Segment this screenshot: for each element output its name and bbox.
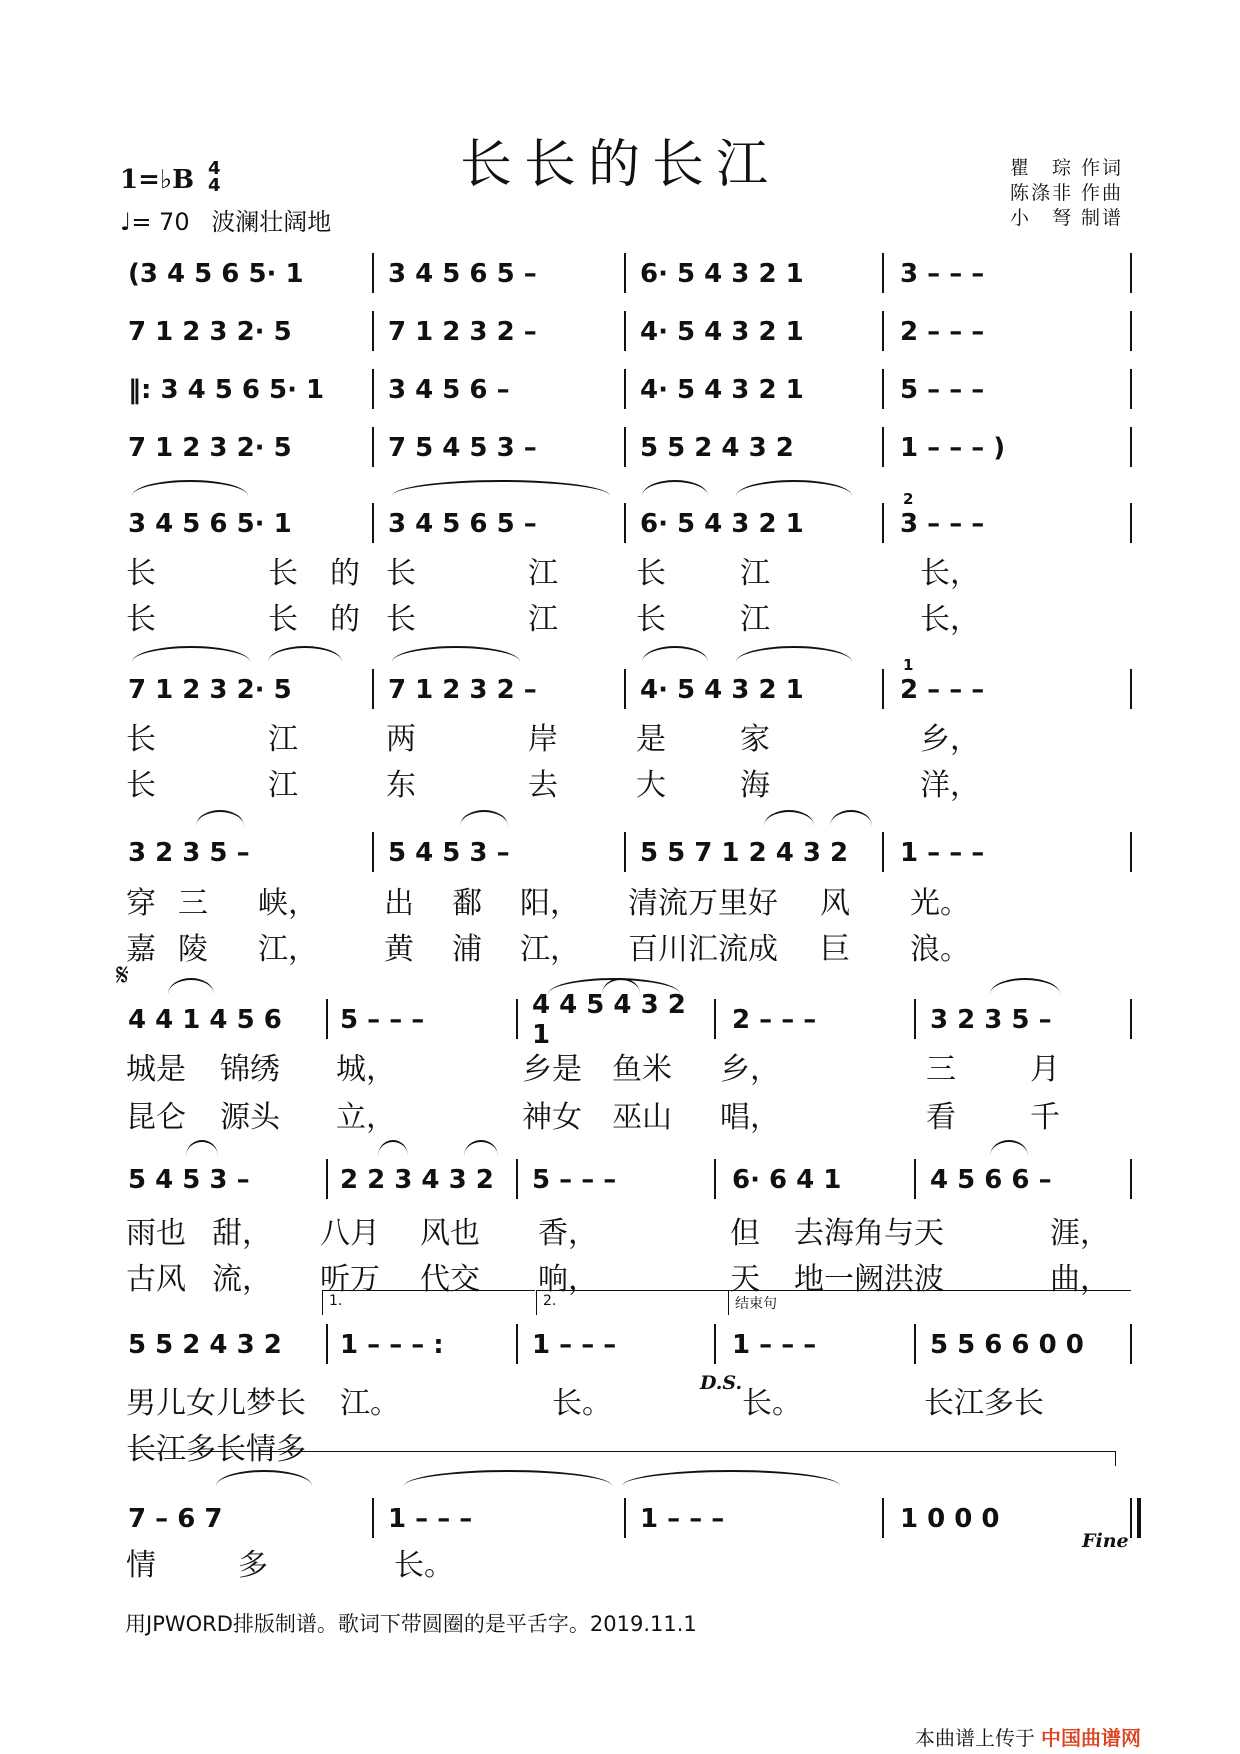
slur-mark	[642, 480, 708, 496]
barline	[882, 832, 884, 872]
tempo-line	[120, 202, 331, 237]
lyric-word: 看	[926, 1100, 956, 1135]
lyric-word: 唱，	[720, 1100, 780, 1135]
barline	[624, 503, 626, 543]
staff-row	[0, 315, 1240, 349]
barline	[326, 1159, 328, 1199]
lyric-word: 江	[740, 602, 770, 637]
lyric-word: 大	[636, 768, 666, 803]
measure: 1 – – –	[732, 1330, 817, 1360]
measure: 3 2 3 5 –	[128, 838, 250, 868]
barline	[1130, 1498, 1141, 1538]
staff-row	[0, 1502, 1240, 1536]
lyric-word: 巫山	[612, 1100, 672, 1135]
song-title: 长长的长江	[459, 135, 780, 195]
lyric-word: 乡，	[920, 722, 980, 757]
measure: 1 0 0 0	[900, 1504, 1000, 1534]
staff-row	[0, 431, 1240, 465]
measure: 4· 5 4 3 2 1	[640, 317, 804, 347]
staff-row	[0, 507, 1240, 541]
barline	[372, 369, 374, 409]
barline	[882, 253, 884, 293]
lyric-word: 千	[1030, 1100, 1060, 1135]
barline	[714, 1324, 716, 1364]
barline	[372, 311, 374, 351]
lyric-word: 的	[330, 602, 360, 637]
credits	[1010, 156, 1123, 231]
measure: 4 5 6 6 –	[930, 1165, 1052, 1195]
lyric-word: 浪。	[910, 932, 970, 967]
lyric-word: 长	[126, 556, 156, 591]
lyric-word: 源头	[220, 1100, 280, 1135]
lyric-word: 长	[636, 556, 666, 591]
lyric-word: 乡是	[522, 1052, 582, 1087]
measure: 1 – – –	[388, 1504, 473, 1534]
barline	[624, 1498, 626, 1538]
measure: 3 4 5 6 5 –	[388, 509, 537, 539]
lyric-word: 浦	[452, 932, 482, 967]
measure: 5 – – –	[340, 1005, 425, 1035]
lyric-word: 长	[386, 602, 416, 637]
measure: 4 4 1 4 5 6	[128, 1005, 282, 1035]
barline	[882, 669, 884, 709]
barline	[1130, 999, 1132, 1039]
staff-row	[0, 257, 1240, 291]
slur-mark	[622, 1470, 840, 1486]
lyric-word: 出	[384, 886, 414, 921]
composer-credit: 陈涤非 作曲	[1010, 182, 1124, 204]
lyric-word: 八月	[320, 1216, 380, 1251]
slur-mark	[392, 480, 610, 496]
lyric-word: 三	[178, 886, 208, 921]
lyric-word: 神女	[522, 1100, 582, 1135]
measure: ‖: 3 4 5 6 5· 1	[128, 375, 325, 405]
slur-mark	[378, 1140, 408, 1156]
measure: 7 5 4 5 3 –	[388, 433, 537, 463]
staff-row	[0, 836, 1240, 870]
measure: 5 4 5 3 –	[128, 1165, 250, 1195]
measure: 5 4 5 3 –	[388, 838, 510, 868]
lyric-word: 三	[926, 1052, 956, 1087]
lyric-word: 江	[528, 602, 558, 637]
slur-mark	[736, 646, 852, 662]
measure: 7 1 2 3 2· 5	[128, 317, 292, 347]
lyric-word: 长。	[552, 1386, 612, 1421]
lyric-word: 江	[268, 768, 298, 803]
lyric-word: 陵	[178, 932, 208, 967]
ds-mark: D.S.	[700, 1372, 743, 1394]
lyricist-credit: 瞿 琮 作词	[1010, 157, 1124, 179]
measure: (3 4 5 6 5· 1	[128, 259, 304, 289]
lyric-word: 地一阙洪波	[794, 1262, 944, 1297]
barline	[516, 1324, 518, 1364]
lyric-word: 但	[730, 1216, 760, 1251]
lyric-word: 江。	[340, 1386, 400, 1421]
lyric-word: 江，	[258, 932, 318, 967]
lyric-word: 是	[636, 722, 666, 757]
barline	[882, 311, 884, 351]
measure: 6· 6 4 1	[732, 1165, 842, 1195]
measure: 5 5 2 4 3 2	[640, 433, 794, 463]
barline	[326, 1324, 328, 1364]
barline	[914, 1159, 916, 1199]
lyric-word: 长	[386, 556, 416, 591]
lyric-word: 黄	[384, 932, 414, 967]
barline	[624, 369, 626, 409]
lyric-word: 长江多长	[924, 1386, 1044, 1421]
lyric-word: 江	[528, 556, 558, 591]
barline	[372, 427, 374, 467]
barline	[1130, 369, 1132, 409]
measure: 4 4 5 4 3 2 1	[532, 990, 686, 1050]
lyric-word: 风也	[420, 1216, 480, 1251]
barline	[882, 369, 884, 409]
lyric-word: 的	[330, 556, 360, 591]
lyric-word: 多	[238, 1548, 268, 1583]
measure: 3 – – –	[900, 509, 985, 539]
measure: 5 5 2 4 3 2	[128, 1330, 282, 1360]
lyric-word: 江	[740, 556, 770, 591]
lyric-word: 阳，	[520, 886, 580, 921]
lyric-word: 城，	[336, 1052, 396, 1087]
staff-row	[0, 373, 1240, 407]
slur-mark	[168, 978, 214, 994]
staff-row	[0, 990, 1240, 1050]
measure: 5 5 7 1 2 4 3 2	[640, 838, 849, 868]
staff-row	[0, 673, 1240, 707]
lyric-word: 江	[268, 722, 298, 757]
lyric-word: 穿	[126, 886, 156, 921]
lyric-word: 鱼米	[612, 1052, 672, 1087]
coda-ending	[728, 1290, 1131, 1315]
measure: 1 – – – )	[900, 433, 1006, 463]
footer-note: 用JPWORD排版制谱。歌词下带圆圈的是平舌字。2019.11.1	[125, 1612, 697, 1636]
lyric-word: 代交	[420, 1262, 480, 1297]
lyric-word: 长	[636, 602, 666, 637]
lyric-word: 两	[386, 722, 416, 757]
barline	[372, 503, 374, 543]
measure: 2 – – –	[732, 1005, 817, 1035]
measure: 7 1 2 3 2· 5	[128, 675, 292, 705]
slur-mark	[216, 1470, 312, 1486]
lyric-word: 长	[126, 722, 156, 757]
lyric-word: 昆仑	[126, 1100, 186, 1135]
barline	[372, 1498, 374, 1538]
segno-sign: 𝄋	[116, 958, 129, 993]
lyric-word: 清流万里好	[628, 886, 778, 921]
lyric-word: 长。	[742, 1386, 802, 1421]
lyric-word: 甜，	[212, 1216, 272, 1251]
lyric-word: 海	[740, 768, 770, 803]
barline	[882, 1498, 884, 1538]
slur-mark	[764, 810, 814, 826]
barline	[516, 1159, 518, 1199]
measure: 3 4 5 6 5 –	[388, 259, 537, 289]
staff-row	[0, 1163, 1240, 1197]
style-marking: 波澜壮阔地	[211, 208, 332, 236]
slur-mark	[642, 646, 708, 662]
lyric-word: 男儿女儿梦长	[126, 1386, 306, 1421]
barline	[1130, 427, 1132, 467]
upload-brand: 中国曲谱网	[1041, 1726, 1141, 1750]
lyric-word: 长	[126, 602, 156, 637]
slur-mark	[186, 1140, 218, 1156]
volta-first-label: 1.	[329, 1293, 343, 1309]
barline	[372, 832, 374, 872]
lyric-word: 巨	[820, 932, 850, 967]
measure: 3 4 5 6 5· 1	[128, 509, 292, 539]
lyric-word: 香，	[538, 1216, 598, 1251]
key-signature: 1=♭B	[120, 165, 195, 195]
slur-mark	[132, 646, 250, 662]
volta-second-ending	[536, 1290, 729, 1315]
transcriber-credit: 小 弩 制谱	[1010, 207, 1124, 229]
measure: 5 – – –	[532, 1165, 617, 1195]
barline	[1130, 1324, 1132, 1364]
measure: 4· 5 4 3 2 1	[640, 675, 804, 705]
slur-mark	[196, 810, 244, 826]
barline	[914, 1324, 916, 1364]
time-signature	[208, 160, 221, 194]
lyric-word: 风	[820, 886, 850, 921]
staff-row	[0, 1328, 1240, 1362]
lyric-word: 情	[126, 1548, 156, 1583]
lyric-word: 雨也	[126, 1216, 186, 1251]
grace-note-1: 2	[903, 490, 914, 508]
lyric-word: 东	[386, 768, 416, 803]
barline	[1130, 669, 1132, 709]
measure: 1 – – –	[532, 1330, 617, 1360]
measure: 2 – – –	[900, 317, 985, 347]
lyric-word: 立，	[336, 1100, 396, 1135]
lyric-word: 天	[730, 1262, 760, 1297]
barline	[714, 999, 716, 1039]
volta-first-ending	[322, 1290, 535, 1315]
lyric-word: 岸	[528, 722, 558, 757]
lyric-word: 家	[740, 722, 770, 757]
upload-text: 本曲谱上传于	[915, 1726, 1035, 1750]
coda-bracket	[130, 1451, 1116, 1466]
barline	[624, 253, 626, 293]
slur-mark	[460, 810, 508, 826]
measure: 2 2 3 4 3 2	[340, 1165, 494, 1195]
barline	[1130, 503, 1132, 543]
grace-note-2: 1	[903, 656, 914, 674]
measure: 3 4 5 6 –	[388, 375, 510, 405]
lyric-word: 长	[268, 556, 298, 591]
time-signature-bottom: 4	[208, 175, 221, 196]
slur-mark	[464, 1140, 498, 1156]
slur-mark	[990, 978, 1060, 994]
measure: 1 – – –	[640, 1504, 725, 1534]
tempo-mark: ♩= 70	[120, 208, 190, 236]
lyric-word: 长，	[920, 602, 980, 637]
barline	[624, 311, 626, 351]
measure: 6· 5 4 3 2 1	[640, 259, 804, 289]
lyric-word: 长	[126, 768, 156, 803]
measure: 1 – – –	[900, 838, 985, 868]
measure: 5 – – –	[900, 375, 985, 405]
slur-mark	[990, 1140, 1028, 1156]
lyric-word: 光。	[910, 886, 970, 921]
lyric-word: 涯，	[1050, 1216, 1110, 1251]
measure: 3 2 3 5 –	[930, 1005, 1052, 1035]
measure: 5 5 6 6 0 0	[930, 1330, 1084, 1360]
slur-mark	[392, 646, 520, 662]
measure: 7 1 2 3 2 –	[388, 675, 537, 705]
barline	[372, 253, 374, 293]
lyric-word: 洋，	[920, 768, 980, 803]
lyric-word: 鄱	[452, 886, 482, 921]
barline	[714, 1159, 716, 1199]
slur-mark	[268, 646, 342, 662]
lyric-word: 乡，	[720, 1052, 780, 1087]
lyric-word: 长，	[920, 556, 980, 591]
measure: 7 1 2 3 2 –	[388, 317, 537, 347]
slur-mark	[404, 1470, 612, 1486]
barline	[624, 832, 626, 872]
lyric-word: 响，	[538, 1262, 598, 1297]
measure: 1 – – – :	[340, 1330, 444, 1360]
slur-mark	[736, 480, 852, 496]
lyric-word: 长江多长情多	[126, 1432, 306, 1467]
volta-second-label: 2.	[543, 1293, 557, 1309]
lyric-word: 月	[1030, 1052, 1060, 1087]
barline	[326, 999, 328, 1039]
barline	[1130, 311, 1132, 351]
lyric-word: 长。	[394, 1548, 454, 1583]
lyric-word: 长	[268, 602, 298, 637]
lyric-word: 听万	[320, 1262, 380, 1297]
barline	[882, 427, 884, 467]
fine-mark: Fine	[1082, 1530, 1129, 1552]
lyric-word: 江，	[520, 932, 580, 967]
lyric-word: 古风	[126, 1262, 186, 1297]
lyric-word: 嘉	[126, 932, 156, 967]
measure: 7 – 6 7	[128, 1504, 223, 1534]
barline	[624, 669, 626, 709]
lyric-word: 曲，	[1050, 1262, 1110, 1297]
time-signature-top: 4	[208, 158, 221, 179]
coda-label: 结束句	[735, 1296, 777, 1312]
barline	[624, 427, 626, 467]
lyric-word: 城是	[126, 1052, 186, 1087]
barline	[372, 669, 374, 709]
lyric-word: 锦绣	[220, 1052, 280, 1087]
slur-mark	[830, 810, 872, 826]
measure: 2 – – –	[900, 675, 985, 705]
lyric-word: 去海角与天	[794, 1216, 944, 1251]
barline	[1130, 253, 1132, 293]
barline	[516, 999, 518, 1039]
barline	[882, 503, 884, 543]
measure: 4· 5 4 3 2 1	[640, 375, 804, 405]
upload-credit	[915, 1722, 1141, 1751]
barline	[1130, 1159, 1132, 1199]
measure: 3 – – –	[900, 259, 985, 289]
lyric-word: 百川汇流成	[628, 932, 778, 967]
measure: 7 1 2 3 2· 5	[128, 433, 292, 463]
lyric-word: 峡，	[258, 886, 318, 921]
lyric-word: 去	[528, 768, 558, 803]
barline	[1130, 832, 1132, 872]
slur-mark	[132, 480, 248, 496]
barline	[914, 999, 916, 1039]
lyric-word: 流，	[212, 1262, 272, 1297]
measure: 6· 5 4 3 2 1	[640, 509, 804, 539]
